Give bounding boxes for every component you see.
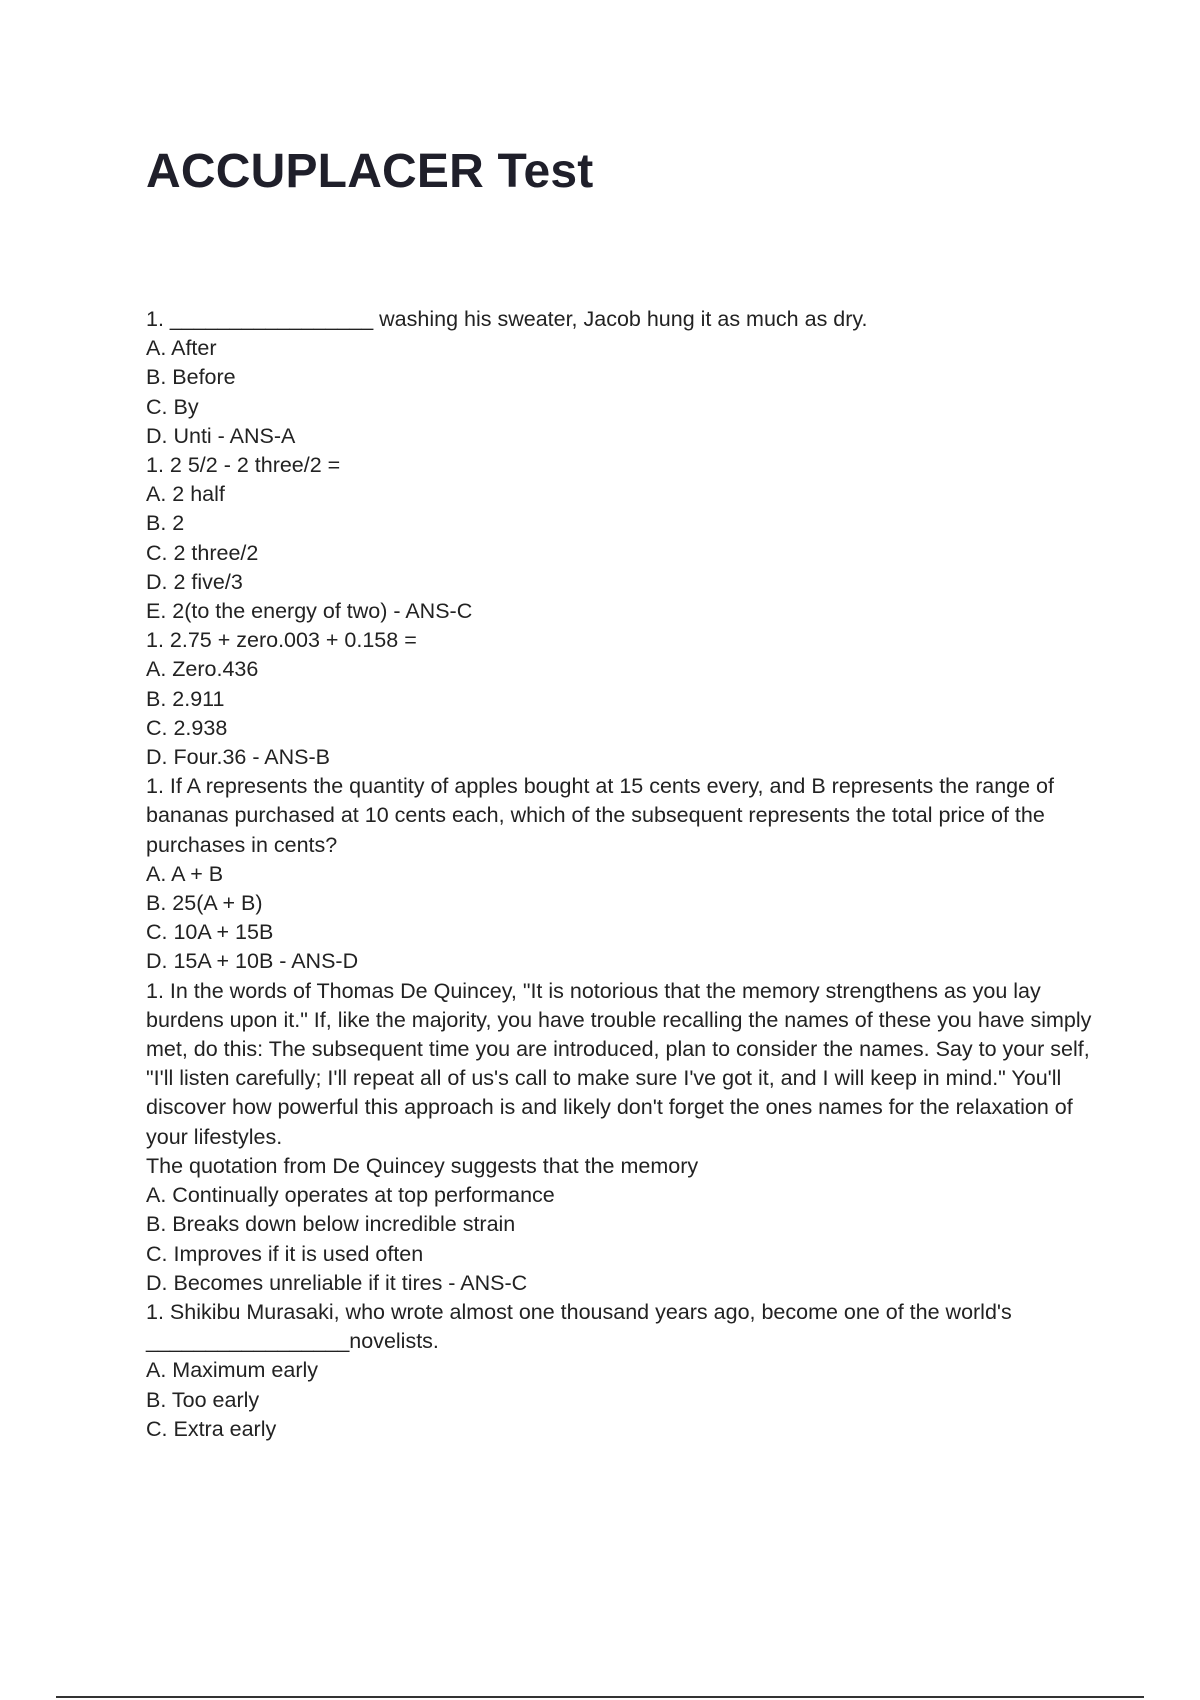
question-3-option-a: A. Zero.436 xyxy=(146,657,259,682)
page-footer-rule xyxy=(56,1696,1144,1698)
question-3-option-c: C. 2.938 xyxy=(146,715,228,740)
question-4-text: 1. If A represents the quantity of apples bought at 15 cents every, and B represents the range of bananas purchased at 10 cents each, which of the subsequent represents the total price of the purchases in cents? xyxy=(146,774,1054,857)
question-1-text: 1. _________________ washing his sweater, Jacob hung it as much as dry. xyxy=(146,307,868,331)
question-5-option-d: D. Becomes unreliable if it tires - ANS-C xyxy=(146,1270,528,1295)
question-2-option-a: A. 2 half xyxy=(146,482,225,507)
question-6-text: 1. Shikibu Murasaki, who wrote almost one thousand years ago, become one of the world's _________________novelists. xyxy=(146,1299,1012,1354)
question-2-option-c: C. 2 three/2 xyxy=(146,540,259,565)
question-5-option-b: B. Breaks down below incredible strain xyxy=(146,1212,516,1237)
question-6-option-c: C. Extra early xyxy=(146,1416,277,1441)
question-6-option-a: A. Maximum early xyxy=(146,1358,319,1383)
question-2-option-e: E. 2(to the energy of two) - ANS-C xyxy=(146,599,473,624)
question-1-option-c: C. By xyxy=(146,394,199,419)
document-title: ACCUPLACER Test xyxy=(146,145,594,198)
question-6-option-b: B. Too early xyxy=(146,1387,260,1412)
question-2-option-d: D. 2 five/3 xyxy=(146,569,243,594)
question-5-prompt: The quotation from De Quincey suggests that the memory xyxy=(146,1153,699,1178)
question-4-option-b: B. 25(A + B) xyxy=(146,891,263,916)
question-3-option-b: B. 2.911 xyxy=(146,686,225,711)
question-4-option-d: D. 15A + 10B - ANS-D xyxy=(146,949,359,974)
question-5-passage: 1. In the words of Thomas De Quincey, "It is notorious that the memory strengthens as you lay burdens upon it." If, like the majority, you have trouble recalling the names of these you have simply met, do this: The subsequent time you are introduced, plan to consider the names. Say to your self, "I'll listen carefully; I'll repeat all of us's call to make sure I've got it, and I will keep in mind." You'll discover how powerful this approach is and likely don't forget the ones names for the relaxation of your lifestyles. xyxy=(146,978,1092,1149)
question-5-option-c: C. Improves if it is used often xyxy=(146,1241,424,1266)
question-3-option-d: D. Four.36 - ANS-B xyxy=(146,745,331,770)
document-body xyxy=(146,305,1096,1444)
question-5-option-a: A. Continually operates at top performance xyxy=(146,1183,555,1208)
question-2-option-b: B. 2 xyxy=(146,511,185,536)
question-4-option-a: A. A + B xyxy=(146,861,224,886)
question-1-option-b: B. Before xyxy=(146,365,236,390)
question-4-option-c: C. 10A + 15B xyxy=(146,920,274,945)
question-1-option-d: D. Unti - ANS-A xyxy=(146,423,296,448)
question-3-text: 1. 2.75 + zero.003 + 0.158 = xyxy=(146,628,417,653)
question-2-text: 1. 2 5/2 - 2 three/2 = xyxy=(146,453,341,478)
question-1-option-a: A. After xyxy=(146,336,217,361)
